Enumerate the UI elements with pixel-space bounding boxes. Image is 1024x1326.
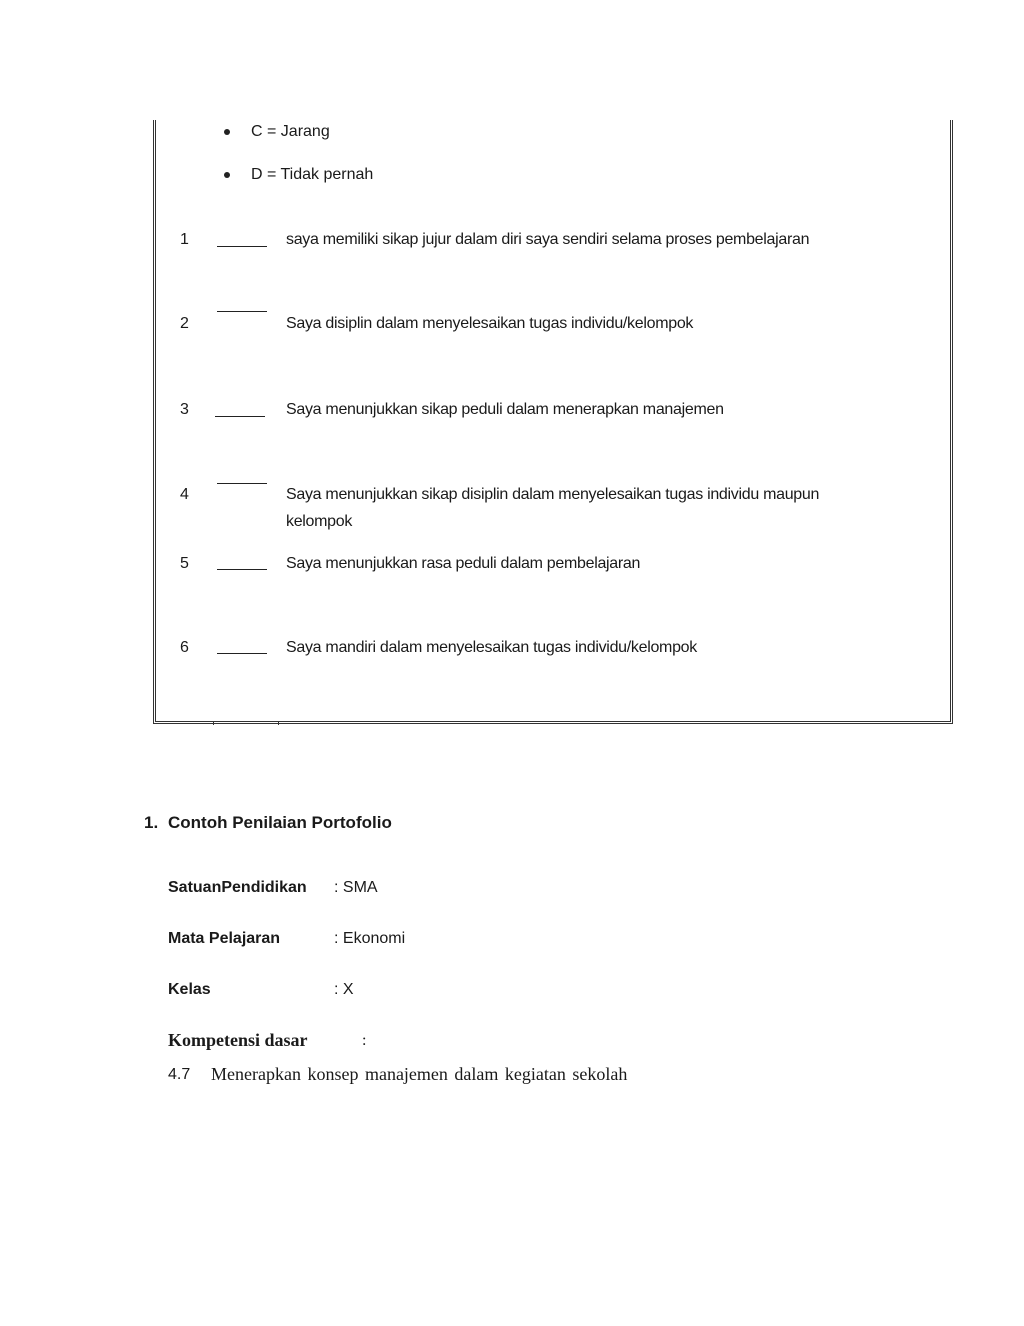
- section-title: Contoh Penilaian Portofolio: [168, 813, 392, 832]
- statement-number: 5: [180, 555, 189, 572]
- answer-blank[interactable]: [217, 246, 267, 247]
- answer-blank[interactable]: [217, 653, 267, 654]
- kompetensi-number: 4.7: [168, 1066, 191, 1083]
- kompetensi-text: Menerapkan konsep manajemen dalam kegiatan sekolah: [211, 1064, 628, 1084]
- bullet-icon: [224, 172, 230, 178]
- scale-item-label: D = Tidak pernah: [251, 166, 374, 183]
- section-number: 1.: [144, 813, 159, 832]
- table-column-tick: [213, 721, 214, 725]
- info-value-kelas: : X: [334, 981, 354, 998]
- statement-number: 2: [180, 315, 189, 332]
- table-column-tick: [278, 721, 279, 725]
- section-heading: [144, 812, 392, 834]
- statement-number: 1: [180, 231, 189, 248]
- answer-blank[interactable]: [217, 569, 267, 570]
- info-value-mapel: : Ekonomi: [334, 930, 406, 947]
- statement-number: 3: [180, 401, 189, 418]
- kompetensi-colon: :: [362, 1032, 367, 1049]
- info-value-satuan: : SMA: [334, 879, 378, 896]
- statement-text: Saya disiplin dalam menyelesaikan tugas individu/kelompok: [286, 315, 694, 332]
- info-label-kelas: Kelas: [168, 981, 211, 998]
- answer-blank[interactable]: [217, 311, 267, 312]
- scale-item-label: C = Jarang: [251, 123, 330, 140]
- statement-number: 4: [180, 486, 189, 503]
- statement-text: Saya menunjukkan sikap peduli dalam menerapkan manajemen: [286, 401, 724, 418]
- kompetensi-label: Kompetensi dasar: [168, 1030, 308, 1050]
- answer-blank[interactable]: [217, 483, 267, 484]
- statement-number: 6: [180, 639, 189, 656]
- info-label-mapel: Mata Pelajaran: [168, 930, 281, 947]
- statement-text: Saya menunjukkan rasa peduli dalam pembelajaran: [286, 555, 641, 572]
- statement-text: Saya mandiri dalam menyelesaikan tugas individu/kelompok: [286, 639, 697, 656]
- statement-text: saya memiliki sikap jujur dalam diri saya sendiri selama proses pembelajaran: [286, 231, 810, 248]
- bullet-icon: [224, 129, 230, 135]
- info-label-satuan: SatuanPendidikan: [168, 879, 307, 896]
- answer-blank[interactable]: [215, 416, 265, 417]
- statement-text: Saya menunjukkan sikap disiplin dalam menyelesaikan tugas individu maupun kelompok: [286, 486, 820, 530]
